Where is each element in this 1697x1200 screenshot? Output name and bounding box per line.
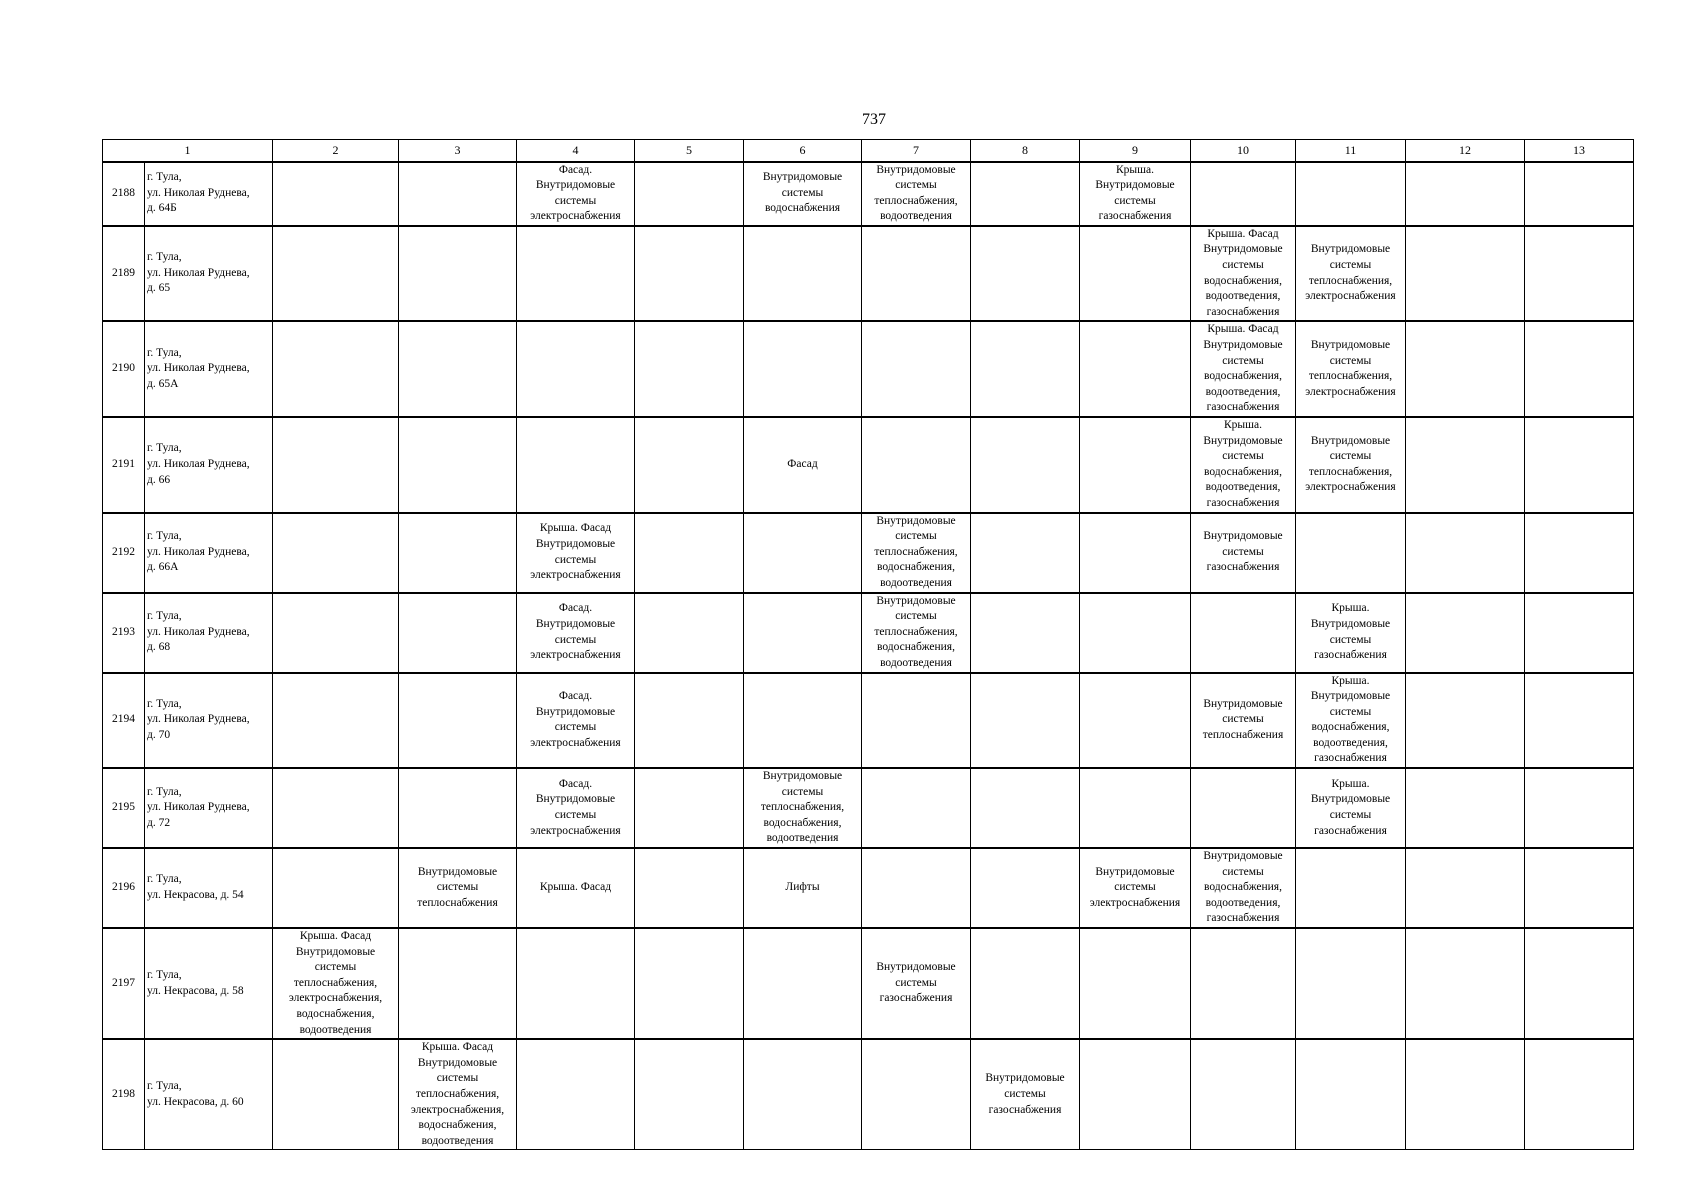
work-text: Фасад xyxy=(787,457,818,470)
work-text: Фасад. Внутридомовые системы электроснабжения xyxy=(530,777,621,837)
header-cell: 1 xyxy=(103,140,273,162)
work-cell-col-8 xyxy=(971,848,1080,928)
work-cell-col-12 xyxy=(1406,673,1525,769)
work-cell-col-4 xyxy=(517,226,635,322)
work-text: Внутридомовые системы газоснабжения xyxy=(1203,530,1283,574)
row-number-cell xyxy=(103,417,145,513)
work-cell-col-6 xyxy=(744,848,862,928)
address-cell xyxy=(145,1039,273,1150)
row-number-cell xyxy=(103,162,145,226)
work-cell-col-8 xyxy=(971,513,1080,593)
address-cell xyxy=(145,848,273,928)
address-text: г. Тула, ул. Николая Руднева, д. 68 xyxy=(147,610,250,654)
work-cell-col-5 xyxy=(635,848,744,928)
work-cell-col-13 xyxy=(1525,848,1634,928)
address-cell xyxy=(145,417,273,513)
work-cell-col-2 xyxy=(273,673,399,769)
work-cell-col-7 xyxy=(862,226,971,322)
work-text: Крыша. Внутридомовые системы водоснабжения, водоотведения, газоснабжения xyxy=(1203,419,1283,509)
row-number: 2193 xyxy=(112,625,135,638)
table-row xyxy=(103,162,1634,226)
work-cell-col-9 xyxy=(1080,417,1191,513)
address-cell xyxy=(145,928,273,1039)
work-cell-col-8 xyxy=(971,673,1080,769)
work-cell-col-9 xyxy=(1080,848,1191,928)
work-cell-col-9 xyxy=(1080,226,1191,322)
work-cell-col-3 xyxy=(399,417,517,513)
work-text: Внутридомовые системы теплоснабжения, водоснабжения, водоотведения xyxy=(874,514,958,589)
header-row xyxy=(103,140,1634,162)
row-number: 2194 xyxy=(112,713,135,726)
work-cell-col-7 xyxy=(862,928,971,1039)
work-cell-col-10 xyxy=(1191,162,1296,226)
table-row xyxy=(103,673,1634,769)
address-text: г. Тула, ул. Некрасова, д. 54 xyxy=(147,873,244,902)
work-cell-col-2 xyxy=(273,1039,399,1150)
address-text: г. Тула, ул. Николая Руднева, д. 65 xyxy=(147,251,250,295)
work-cell-col-8 xyxy=(971,321,1080,417)
row-number: 2189 xyxy=(112,266,135,279)
work-cell-col-12 xyxy=(1406,1039,1525,1150)
work-cell-col-6 xyxy=(744,513,862,593)
work-cell-col-5 xyxy=(635,593,744,673)
work-cell-col-8 xyxy=(971,1039,1080,1150)
address-cell xyxy=(145,673,273,769)
work-cell-col-4 xyxy=(517,513,635,593)
work-text: Крыша. Внутридомовые системы газоснабжения xyxy=(1310,602,1391,662)
work-cell-col-13 xyxy=(1525,1039,1634,1150)
work-cell-col-7 xyxy=(862,593,971,673)
work-cell-col-9 xyxy=(1080,1039,1191,1150)
header-cell: 9 xyxy=(1080,140,1191,162)
work-cell-col-4 xyxy=(517,321,635,417)
work-cell-col-8 xyxy=(971,417,1080,513)
address-text: г. Тула, ул. Николая Руднева, д. 66 xyxy=(147,442,250,486)
work-cell-col-7 xyxy=(862,768,971,848)
work-cell-col-9 xyxy=(1080,162,1191,226)
work-cell-col-4 xyxy=(517,768,635,848)
work-cell-col-2 xyxy=(273,513,399,593)
work-text: Внутридомовые системы водоснабжения xyxy=(762,171,843,215)
work-cell-col-11 xyxy=(1296,513,1406,593)
work-cell-col-12 xyxy=(1406,321,1525,417)
work-cell-col-8 xyxy=(971,226,1080,322)
work-text: Внутридомовые системы теплоснабжения, электроснабжения xyxy=(1305,339,1396,398)
address-cell xyxy=(145,321,273,417)
work-cell-col-4 xyxy=(517,162,635,226)
work-cell-col-6 xyxy=(744,417,862,513)
work-cell-col-7 xyxy=(862,162,971,226)
work-cell-col-6 xyxy=(744,673,862,769)
work-text: Крыша. Внутридомовые системы газоснабжения xyxy=(1310,777,1391,837)
work-cell-col-3 xyxy=(399,226,517,322)
work-cell-col-9 xyxy=(1080,928,1191,1039)
row-number-cell xyxy=(103,1039,145,1150)
row-number-cell xyxy=(103,768,145,848)
work-cell-col-9 xyxy=(1080,593,1191,673)
row-number: 2192 xyxy=(112,545,135,558)
address-cell xyxy=(145,162,273,226)
work-cell-col-6 xyxy=(744,1039,862,1150)
work-cell-col-11 xyxy=(1296,593,1406,673)
work-cell-col-6 xyxy=(744,593,862,673)
work-text: Внутридомовые системы газоснабжения xyxy=(876,961,956,1005)
work-cell-col-7 xyxy=(862,513,971,593)
work-cell-col-3 xyxy=(399,593,517,673)
work-cell-col-12 xyxy=(1406,226,1525,322)
work-cell-col-12 xyxy=(1406,768,1525,848)
table-row xyxy=(103,928,1634,1039)
work-cell-col-10 xyxy=(1191,928,1296,1039)
work-cell-col-7 xyxy=(862,1039,971,1150)
work-cell-col-2 xyxy=(273,848,399,928)
work-cell-col-13 xyxy=(1525,417,1634,513)
work-cell-col-6 xyxy=(744,928,862,1039)
work-text: Внутридомовые системы водоснабжения, водоотведения, газоснабжения xyxy=(1203,850,1283,925)
work-cell-col-9 xyxy=(1080,513,1191,593)
address-cell xyxy=(145,513,273,593)
work-cell-col-3 xyxy=(399,162,517,226)
work-cell-col-4 xyxy=(517,417,635,513)
table-row xyxy=(103,513,1634,593)
header-cell: 2 xyxy=(273,140,399,162)
work-cell-col-11 xyxy=(1296,848,1406,928)
work-cell-col-11 xyxy=(1296,417,1406,513)
row-number: 2195 xyxy=(112,801,135,814)
work-text: Внутридомовые системы теплоснабжения, водоснабжения, водоотведения xyxy=(874,594,958,669)
work-cell-col-2 xyxy=(273,162,399,226)
work-text: Лифты xyxy=(785,881,820,894)
work-cell-col-11 xyxy=(1296,928,1406,1039)
work-cell-col-8 xyxy=(971,768,1080,848)
work-text: Внутридомовые системы теплоснабжения, водоотведения xyxy=(874,163,958,223)
row-number-cell xyxy=(103,848,145,928)
work-text: Фасад. Внутридомовые системы электроснабжения xyxy=(530,690,621,749)
address-text: г. Тула, ул. Николая Руднева, д. 65А xyxy=(147,346,250,391)
page-number: 737 xyxy=(862,111,886,128)
work-text: Внутридомовые системы теплоснабжения, электроснабжения xyxy=(1305,243,1396,303)
address-text: г. Тула, ул. Николая Руднева, д. 70 xyxy=(147,697,250,742)
header-cell: 8 xyxy=(971,140,1080,162)
work-cell-col-5 xyxy=(635,417,744,513)
row-number-cell xyxy=(103,321,145,417)
work-cell-col-2 xyxy=(273,321,399,417)
work-cell-col-7 xyxy=(862,848,971,928)
work-cell-col-11 xyxy=(1296,321,1406,417)
work-cell-col-10 xyxy=(1191,226,1296,322)
work-cell-col-2 xyxy=(273,417,399,513)
address-cell xyxy=(145,226,273,322)
work-cell-col-7 xyxy=(862,673,971,769)
work-cell-col-5 xyxy=(635,673,744,769)
row-number-cell xyxy=(103,593,145,673)
work-cell-col-11 xyxy=(1296,1039,1406,1150)
work-cell-col-12 xyxy=(1406,848,1525,928)
work-text: Крыша. Фасад Внутридомовые системы водоснабжения, водоотведения, газоснабжения xyxy=(1203,323,1283,414)
work-cell-col-2 xyxy=(273,768,399,848)
work-cell-col-11 xyxy=(1296,673,1406,769)
work-cell-col-5 xyxy=(635,1039,744,1150)
work-cell-col-9 xyxy=(1080,321,1191,417)
address-text: г. Тула, ул. Николая Руднева, д. 66А xyxy=(147,530,250,574)
table-row xyxy=(103,226,1634,322)
header-cell: 10 xyxy=(1191,140,1296,162)
work-text: Внутридомовые системы электроснабжения xyxy=(1089,865,1181,909)
work-cell-col-4 xyxy=(517,1039,635,1150)
work-cell-col-3 xyxy=(399,673,517,769)
address-text: г. Тула, ул. Некрасова, д. 58 xyxy=(147,968,244,997)
work-text: Крыша. Фасад xyxy=(539,881,612,894)
work-cell-col-11 xyxy=(1296,768,1406,848)
header-cell: 12 xyxy=(1406,140,1525,162)
work-cell-col-12 xyxy=(1406,162,1525,226)
work-cell-col-11 xyxy=(1296,162,1406,226)
work-cell-col-5 xyxy=(635,162,744,226)
table-row xyxy=(103,1039,1634,1150)
work-cell-col-7 xyxy=(862,321,971,417)
address-cell xyxy=(145,593,273,673)
work-text: Внутридомовые системы теплоснабжения, водоснабжения, водоотведения xyxy=(760,770,845,845)
schedule-table xyxy=(102,139,1634,1150)
work-cell-col-4 xyxy=(517,673,635,769)
work-cell-col-10 xyxy=(1191,848,1296,928)
work-cell-col-3 xyxy=(399,513,517,593)
header-cell: 11 xyxy=(1296,140,1406,162)
work-cell-col-13 xyxy=(1525,768,1634,848)
work-text: Крыша. Фасад Внутридомовые системы электроснабжения xyxy=(530,522,621,582)
work-cell-col-10 xyxy=(1191,1039,1296,1150)
row-number-cell xyxy=(103,513,145,593)
work-cell-col-5 xyxy=(635,321,744,417)
row-number-cell xyxy=(103,673,145,769)
work-cell-col-13 xyxy=(1525,162,1634,226)
work-cell-col-10 xyxy=(1191,321,1296,417)
work-cell-col-10 xyxy=(1191,417,1296,513)
work-text: Фасад. Внутридомовые системы электроснабжения xyxy=(530,163,621,223)
work-text: Крыша. Внутридомовые системы водоснабжения, водоотведения, газоснабжения xyxy=(1310,674,1391,765)
work-cell-col-8 xyxy=(971,162,1080,226)
work-cell-col-2 xyxy=(273,226,399,322)
work-cell-col-10 xyxy=(1191,673,1296,769)
work-cell-col-2 xyxy=(273,593,399,673)
work-cell-col-8 xyxy=(971,928,1080,1039)
work-cell-col-8 xyxy=(971,593,1080,673)
work-cell-col-5 xyxy=(635,226,744,322)
header-cell: 13 xyxy=(1525,140,1634,162)
header-cell: 5 xyxy=(635,140,744,162)
work-cell-col-13 xyxy=(1525,928,1634,1039)
header-cell: 4 xyxy=(517,140,635,162)
work-text: Внутридомовые системы газоснабжения xyxy=(985,1072,1065,1116)
work-cell-col-2 xyxy=(273,928,399,1039)
row-number: 2191 xyxy=(112,457,135,470)
work-text: Крыша. Внутридомовые системы газоснабжения xyxy=(1095,163,1175,223)
work-text: Внутридомовые системы теплоснабжения xyxy=(1202,697,1284,742)
work-cell-col-6 xyxy=(744,768,862,848)
work-cell-col-12 xyxy=(1406,928,1525,1039)
work-cell-col-13 xyxy=(1525,673,1634,769)
row-number: 2197 xyxy=(112,976,135,989)
table-row xyxy=(103,321,1634,417)
work-cell-col-3 xyxy=(399,321,517,417)
work-cell-col-7 xyxy=(862,417,971,513)
work-text: Внутридомовые системы теплоснабжения xyxy=(417,865,498,909)
work-cell-col-13 xyxy=(1525,226,1634,322)
work-cell-col-12 xyxy=(1406,417,1525,513)
address-text: г. Тула, ул. Николая Руднева, д. 72 xyxy=(147,785,250,829)
work-cell-col-6 xyxy=(744,321,862,417)
work-cell-col-13 xyxy=(1525,593,1634,673)
table-row xyxy=(103,768,1634,848)
work-text: Фасад. Внутридомовые системы электроснабжения xyxy=(530,602,621,662)
work-cell-col-3 xyxy=(399,1039,517,1150)
row-number: 2188 xyxy=(112,186,135,199)
address-cell xyxy=(145,768,273,848)
table-row xyxy=(103,848,1634,928)
work-text: Крыша. Фасад Внутридомовые системы водоснабжения, водоотведения, газоснабжения xyxy=(1203,227,1283,318)
work-cell-col-4 xyxy=(517,928,635,1039)
work-cell-col-5 xyxy=(635,768,744,848)
work-cell-col-13 xyxy=(1525,321,1634,417)
work-cell-col-4 xyxy=(517,848,635,928)
work-cell-col-10 xyxy=(1191,513,1296,593)
work-text: Крыша. Фасад Внутридомовые системы теплоснабжения, электроснабжения, водоснабжения, водоотведения xyxy=(410,1041,505,1147)
header-cell: 3 xyxy=(399,140,517,162)
work-cell-col-10 xyxy=(1191,768,1296,848)
header-cell: 6 xyxy=(744,140,862,162)
row-number-cell xyxy=(103,928,145,1039)
address-text: г. Тула, ул. Николая Руднева, д. 64Б xyxy=(147,171,250,215)
work-cell-col-3 xyxy=(399,848,517,928)
work-cell-col-4 xyxy=(517,593,635,673)
work-cell-col-5 xyxy=(635,513,744,593)
header-cell: 7 xyxy=(862,140,971,162)
address-text: г. Тула, ул. Некрасова, д. 60 xyxy=(147,1080,244,1108)
work-cell-col-12 xyxy=(1406,593,1525,673)
row-number-cell xyxy=(103,226,145,322)
work-cell-col-11 xyxy=(1296,226,1406,322)
row-number: 2190 xyxy=(112,362,135,375)
row-number: 2196 xyxy=(112,881,135,894)
work-text: Внутридомовые системы теплоснабжения, электроснабжения xyxy=(1305,434,1396,494)
work-cell-col-9 xyxy=(1080,768,1191,848)
work-cell-col-12 xyxy=(1406,513,1525,593)
work-cell-col-5 xyxy=(635,928,744,1039)
table-row xyxy=(103,417,1634,513)
work-cell-col-3 xyxy=(399,928,517,1039)
work-cell-col-9 xyxy=(1080,673,1191,769)
work-cell-col-10 xyxy=(1191,593,1296,673)
work-cell-col-13 xyxy=(1525,513,1634,593)
table-row xyxy=(103,593,1634,673)
row-number: 2198 xyxy=(112,1087,135,1100)
work-cell-col-6 xyxy=(744,226,862,322)
work-text: Крыша. Фасад Внутридомовые системы теплоснабжения, электроснабжения, водоснабжения, водоотведения xyxy=(288,930,383,1036)
work-cell-col-6 xyxy=(744,162,862,226)
work-cell-col-3 xyxy=(399,768,517,848)
